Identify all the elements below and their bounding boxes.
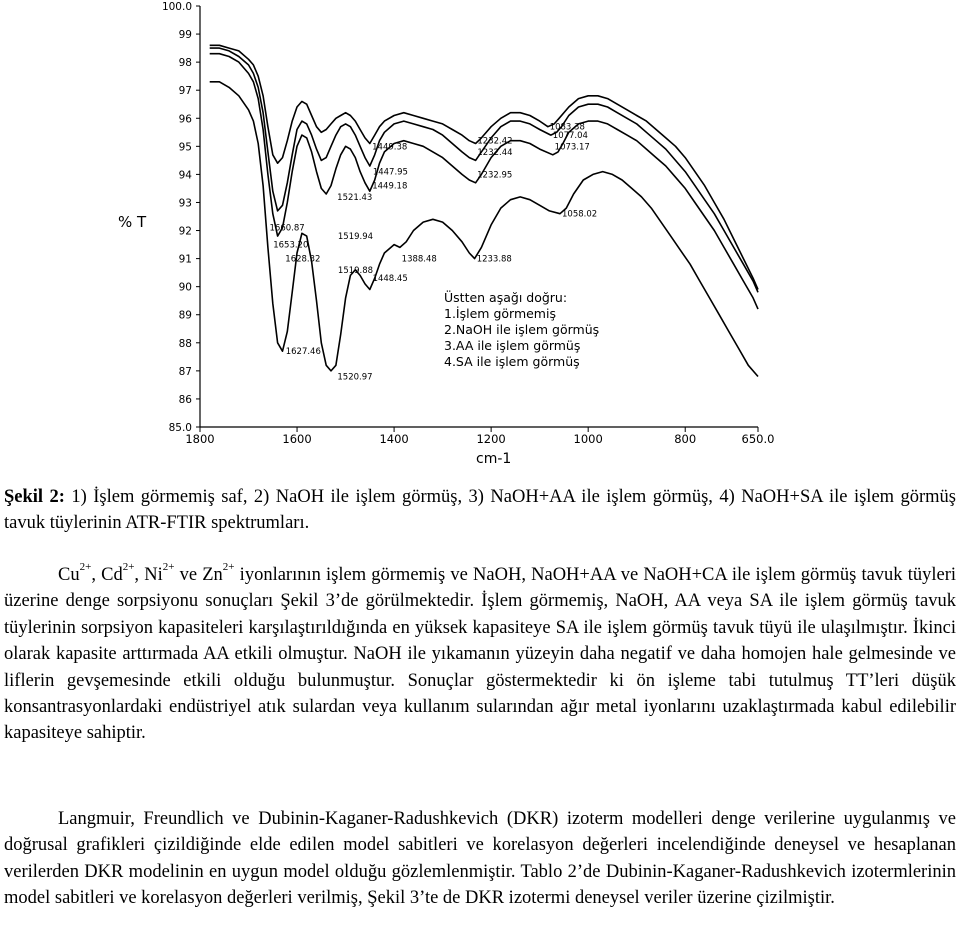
spectrum-line-1	[210, 45, 758, 289]
y-tick-label: 91	[178, 253, 192, 266]
ion-zn: Zn	[202, 565, 223, 585]
peak-label: 1073.17	[554, 142, 590, 153]
ion-cu: Cu	[58, 565, 80, 585]
peak-label: 1447.95	[372, 167, 408, 178]
y-tick-label: 98	[178, 57, 192, 70]
separator: ve	[174, 565, 203, 585]
x-tick-label: 800	[674, 432, 697, 446]
y-axis-label: % T	[118, 213, 147, 231]
peak-label: 1232.44	[477, 147, 513, 158]
peak-label: 1449.18	[372, 181, 408, 192]
peak-label: 1521.43	[337, 192, 373, 203]
y-tick-label: 86	[178, 393, 192, 406]
y-axis	[162, 1, 200, 434]
peak-label: 1628.32	[285, 254, 321, 265]
caption-label: Şekil 2:	[4, 487, 65, 507]
y-tick-label: 99	[178, 29, 192, 42]
ftir-spectrum-chart	[0, 0, 960, 470]
y-tick-label: 88	[178, 337, 192, 350]
legend-item-2: 2.NaOH ile işlem görmüş	[444, 322, 600, 337]
legend-item-3: 3.AA ile işlem görmüş	[444, 338, 581, 353]
x-tick-label: 1800	[185, 432, 215, 446]
x-axis-label: cm-1	[476, 451, 512, 467]
ion-cd: Cd	[101, 565, 123, 585]
y-tick-label: 85.0	[168, 422, 192, 434]
peak-label: 1232.42	[477, 136, 513, 147]
y-tick-label: 92	[178, 225, 192, 238]
x-tick-label: 1000	[573, 432, 603, 446]
y-tick-label: 93	[178, 197, 192, 210]
y-tick-label: 100.0	[161, 1, 192, 13]
legend-item-4: 4.SA ile işlem görmüş	[444, 354, 580, 369]
y-tick-label: 89	[178, 309, 192, 322]
ion-charge: 2+	[79, 561, 92, 573]
legend-item-1: 1.İşlem görmemiş	[444, 306, 556, 321]
peak-label: 1388.48	[401, 254, 437, 265]
peak-label: 1519.94	[337, 232, 374, 243]
ion-charge: 2+	[222, 561, 235, 573]
peak-label: 1519.88	[337, 265, 374, 276]
legend	[444, 289, 599, 369]
ion-charge: 2+	[162, 561, 175, 573]
peak-label: 1449.38	[372, 142, 408, 153]
peak-label: 1083.38	[549, 122, 585, 133]
separator: ,	[91, 565, 102, 585]
x-axis	[185, 427, 774, 446]
y-tick-label: 87	[178, 365, 192, 378]
x-tick-label: 650.0	[741, 432, 775, 446]
figure-caption	[4, 484, 956, 536]
caption-text: 1) İşlem görmemiş saf, 2) NaOH ile işlem görmüş, 3) NaOH+AA ile işlem görmüş, 4) NaOH+SA ile işlem görmüş tavuk tüylerinin ATR-FTIR spektrumları.	[4, 487, 956, 533]
x-tick-label: 1400	[379, 432, 409, 446]
peak-label: 1077.04	[552, 131, 588, 142]
peak-label: 1660.87	[269, 223, 305, 234]
y-tick-label: 94	[178, 169, 192, 182]
y-tick-label: 95	[178, 141, 192, 154]
peak-label: 1058.02	[562, 209, 598, 220]
x-tick-label: 1200	[476, 432, 506, 446]
paragraph-isotherm-models: Langmuir, Freundlich ve Dubinin-Kaganer-Radushkevich (DKR) izoterm modelleri denge verilerine uygulanmış ve doğrusal grafikleri çizildiğinde elde edilen model sabitleri ve korelasyon değerleri incelendiğinde deneysel ve hesaplanan verilerden DKR modelinin en uygun model olduğu gözlemlenmiştir. Tablo 2’de Dubinin-Kaganer-Radushkevich izotermlerinin model sabitleri ve korelasyon değerleri verilmiş, Şekil 3’te de DKR izotermi deneysel veriler üzerine çizilmiştir.	[4, 809, 956, 909]
paragraph-sorption-results	[4, 562, 956, 747]
peak-label: 1233.88	[476, 254, 512, 265]
y-tick-label: 97	[178, 85, 192, 98]
paragraph-body: iyonlarının işlem görmemiş ve NaOH, NaOH+AA ve NaOH+CA ile işlem görmüş tavuk tüyleri üzerine denge sorpsiyonu sonuçları Şekil 3’de görülmektedir. İşlem görmemiş, NaOH, AA veya SA ile işlem görmüş tavuk tüylerinin sorpsiyon kapasiteleri karşılaştırıldığında en yüksek kapasiteye SA ile işlem görmüş tavuk tüyü ile ulaşılmıştır. İkinci olarak kapasite arttırmada AA etkili olmuştur. NaOH ile yıkamanın yüzeyin daha negatif ve daha homojen hale gelmesinde ve liflerin gevşemesinde etkili olduğu bulunmuştur. Sonuçlar göstermektedir ki ön işleme tabi tutulmuş TT’leri düşük konsantrasyonlardaki endüstriyel atık sulardan veya kullanım sularından ağır metal iyonlarını uzaklaştırmada kabul edilebilir kapasiteye sahiptir.	[4, 565, 957, 744]
separator: ,	[134, 565, 145, 585]
ion-charge: 2+	[122, 561, 135, 573]
spectrum-line-3	[210, 54, 758, 309]
peak-label: 1448.45	[372, 274, 408, 285]
peak-label: 1232.95	[477, 170, 513, 181]
peak-label: 1520.97	[337, 372, 373, 383]
legend-heading: Üstten aşağı doğru:	[444, 290, 568, 305]
peak-label: 1653.20	[273, 240, 309, 251]
ion-ni: Ni	[144, 565, 163, 585]
y-tick-label: 90	[178, 281, 192, 294]
y-tick-label: 96	[178, 113, 192, 126]
x-tick-label: 1600	[282, 432, 312, 446]
peak-label: 1627.46	[285, 347, 321, 358]
